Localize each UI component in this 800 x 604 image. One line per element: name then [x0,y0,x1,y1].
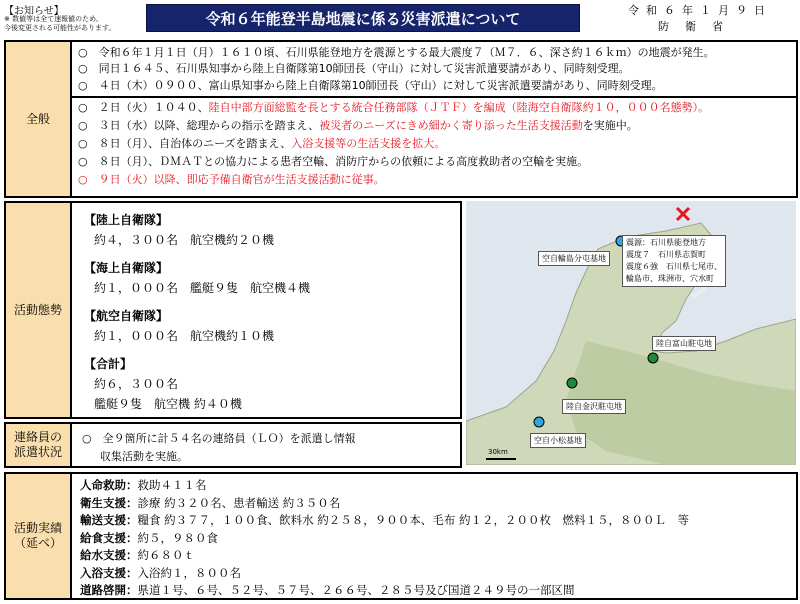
total-title: 【合計】 [84,357,133,371]
epicenter-line: 輪島市、珠洲市、穴水町 [626,274,714,283]
page-title: 令和６年能登半島地震に係る災害派遣について [146,4,580,32]
komatsu-base-label: 空自小松基地 [530,433,586,448]
liaison-label-line: 連絡員の [13,430,62,444]
total-assets: 艦艇９隻 航空機 約４０機 [94,397,242,411]
asdf-detail: 約１，０００名 航空機約１０機 [94,329,275,343]
total-personnel: 約６，３００名 [94,377,179,391]
result-value: 糧食 約３７７，１００食、飲料水 約２５８，９００本、毛布 約１２，２００枚 燃料１５，８００Ｌ 等 [137,513,689,527]
result-value: 約５，９８０食 [137,530,218,545]
general-line-segment: 被災者のニーズにきめ細かく寄り添った生活支援活動 [319,119,583,132]
result-key: 輸送支援： [80,513,138,527]
general-line [78,44,715,60]
result-row [80,495,340,511]
results-label-line: （延べ） [13,536,62,550]
posture-label: 活動態勢 [4,201,72,419]
gsdf-detail: 約４，３００名 航空機約２０機 [94,233,275,247]
result-row [80,530,218,546]
asdf-title: 【航空自衛隊】 [84,309,169,323]
msdf-title: 【海上自衛隊】 [84,261,169,275]
general-line-segment: 陸自中部方面総監を長とする統合任務部隊（ＪＴＦ）を編成（陸海空自衛隊約１０，０００名態勢）。 [208,101,710,114]
general-line [78,153,588,169]
results-content [70,472,798,600]
liaison-label-line: 派遣状況 [13,445,62,459]
general-line-segment: ○ 令和６年１月１日（月）１６１０頃、石川県能登地方を震源とする最大震度７（Ｍ７．６、深さ約１６ｋｍ）の地震が発生。 [78,46,715,59]
general-divider [72,96,796,98]
general-line [78,99,709,115]
result-key: 衛生支援： [80,495,138,510]
result-key: 給食支援： [80,530,138,545]
kanazawa-base-marker [567,378,577,388]
general-line-segment: ○ ８日（月）、自治体のニーズを踏まえ、 [78,137,292,150]
epicenter-line: 震度６強 石川県七尾市、 [626,262,722,271]
liaison-line: ○ 全９箇所に計５４名の連絡員（ＬＯ）を派遣し情報 [82,432,356,445]
general-line-segment: ○ ２日（火）１０４０、 [78,101,209,114]
notice-line: ※ 数値等は全て速報値のため、 [4,15,103,23]
results-label [4,472,72,600]
kanazawa-base-label: 陸自金沢駐屯地 [562,399,626,414]
notice-label: 【お知らせ】 [4,6,64,17]
result-row [80,582,575,598]
result-row [80,512,689,528]
scale-label: 30km [488,448,508,456]
general-line-segment: ○ 同日１６４５、石川県知事から陸上自衛隊第10師団長（守山）に対して災害派遣要請があり、同時刻受理。 [78,62,630,75]
result-value: 入浴約１，８００名 [137,565,241,580]
result-key: 人命救助： [80,478,138,492]
result-key: 給水支援： [80,548,138,562]
komatsu-base-marker [534,417,544,427]
liaison-line: 収集活動を実施。 [100,450,188,463]
general-line-segment: ○ ４日（木）０９００、富山県知事から陸上自衛隊第10師団長（守山）に対して災害派遣要請があり、同時刻受理。 [78,79,663,92]
ministry: 防衛省 [658,20,739,33]
area-map [466,201,796,465]
result-row [80,477,207,493]
result-key: 入浴支援： [80,565,138,580]
toyama-base-label: 陸自富山駐屯地 [652,336,716,351]
results-label-line: 活動実績 [13,521,62,535]
general-line-segment: を実施中。 [582,119,638,132]
notice-text [4,15,115,33]
general-line [78,77,663,93]
wajima-base-label: 空自輪島分屯基地 [538,251,610,266]
msdf-detail: 約１，０００名 艦艇９隻 航空機４機 [94,281,311,295]
result-key: 道路啓開： [80,583,138,597]
result-value: 約６８０ｔ [137,548,195,562]
epicenter-line: 震源：石川県能登地方 [626,238,706,247]
result-row [80,565,241,581]
general-content [70,40,798,198]
gsdf-title: 【陸上自衛隊】 [84,213,169,227]
epicenter-line: 震度７ 石川県志賀町 [626,250,706,259]
result-value: 県道１号、６号、５２号、５７号、２６６号、２８５号及び国道２４９号の一部区間 [137,583,575,597]
general-line-segment: ○ ８日（月）、ＤＭＡＴとの協力による患者空輸、消防庁からの依頼による高度救助者の空輸を実施。 [78,155,589,168]
general-line [78,60,630,76]
liaison-label [4,422,72,468]
posture-content [70,201,462,419]
result-value: 診療 約３２０名、患者輸送 約３５０名 [137,495,341,510]
general-label: 全般 [4,40,72,198]
notice-line: 今後変更される可能性があります。 [4,24,116,32]
general-line-segment: 入浴支援等の生活支援を拡大。 [291,137,446,150]
epicenter-info-box [622,235,726,287]
general-line [78,171,385,187]
general-line-segment: ○ ３日（水）以降、総理からの指示を踏まえ、 [78,119,320,132]
general-line [78,117,638,133]
result-value: 救助４１１名 [137,478,207,492]
general-line [78,135,445,151]
date: 令和６年１月９日 [628,4,772,17]
liaison-content [70,422,462,468]
general-line-segment: ○ ９日（火）以降、即応予備自衛官が生活支援活動に従事。 [78,173,385,186]
result-row [80,547,195,563]
toyama-base-marker [648,353,658,363]
